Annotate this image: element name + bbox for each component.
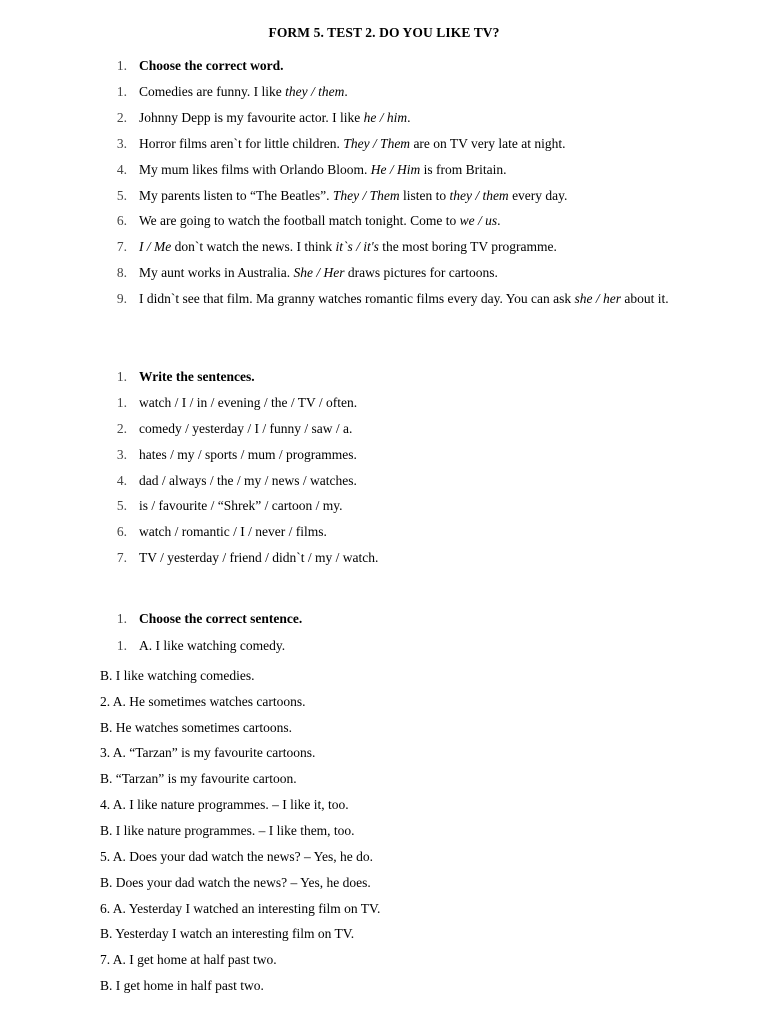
option-text: 6. A. Yesterday I watched an interesting film on TV. [100,901,381,916]
option-text: 7. A. I get home at half past two. [100,952,277,967]
answer-choice: I / Me [139,239,172,254]
item-text: I didn`t see that film. Ma granny watches romantic films every day. You can ask she / her about it. [139,291,669,306]
answer-choice: She / Her [293,265,345,280]
option-text: B. I like watching comedies. [100,668,255,683]
item-number: 6. [116,213,127,228]
item-text: Comedies are funny. I like they / them. [139,84,348,99]
item-number: 1. [116,84,127,99]
option-text: 3. A. “Tarzan” is my favourite cartoons. [100,745,316,760]
item-text: comedy / yesterday / I / funny / saw / a. [139,421,353,436]
item-text: My mum likes films with Orlando Bloom. He / Him is from Britain. [139,162,507,177]
item-number: 2. [116,110,127,125]
page-title: FORM 5. TEST 2. DO YOU LIKE TV? [268,25,500,40]
item-number: 1. [116,638,127,653]
item-text: I / Me don`t watch the news. I think it`s / it's the most boring TV programme. [139,239,557,254]
answer-choice: They / Them [332,188,400,203]
item-text: hates / my / sports / mum / programmes. [139,447,357,462]
item-text: watch / I / in / evening / the / TV / often. [139,395,358,410]
option-text: 4. A. I like nature programmes. – I like it, too. [100,797,349,812]
answer-choice: it`s / it's [335,239,379,254]
option-text: B. I get home in half past two. [100,978,264,993]
item-number: 5. [116,188,127,203]
answer-choice: He / Him [370,162,421,177]
item-text: We are going to watch the football match tonight. Come to we / us. [139,213,501,228]
answer-choice: we / us [459,213,498,228]
item-number: 3. [116,136,127,151]
section-number: 1. [116,611,127,626]
answer-choice: they / them [449,188,509,203]
option-text: 5. A. Does your dad watch the news? – Yes, he do. [100,849,373,864]
item-number: 2. [116,421,127,436]
item-number: 8. [116,265,127,280]
item-text: My parents listen to “The Beatles”. They / Them listen to they / them every day. [139,188,568,203]
section-number: 1. [116,369,127,384]
option-text: 2. A. He sometimes watches cartoons. [100,694,306,709]
answer-choice: They / Them [343,136,411,151]
item-text: A. I like watching comedy. [139,638,286,653]
item-text: Johnny Depp is my favourite actor. I like he / him. [139,110,411,125]
answer-choice: they / them [285,84,345,99]
item-number: 1. [116,395,127,410]
item-text: is / favourite / “Shrek” / cartoon / my. [139,498,343,513]
item-number: 5. [116,498,127,513]
section-heading: Choose the correct sentence. [139,611,303,626]
option-text: B. “Tarzan” is my favourite cartoon. [100,771,297,786]
item-text: Horror films aren`t for little children. They / Them are on TV very late at night. [139,136,566,151]
option-text: B. Yesterday I watch an interesting film on TV. [100,926,355,941]
answer-choice: he / him [363,110,408,125]
item-text: My aunt works in Australia. She / Her draws pictures for cartoons. [139,265,498,280]
item-number: 6. [116,524,127,539]
answer-choice: she / her [574,291,622,306]
item-number: 3. [116,447,127,462]
option-text: B. I like nature programmes. – I like them, too. [100,823,355,838]
item-number: 7. [116,550,127,565]
item-number: 4. [116,162,127,177]
section-heading: Write the sentences. [139,369,255,384]
item-text: watch / romantic / I / never / films. [139,524,327,539]
item-number: 7. [116,239,127,254]
item-text: TV / yesterday / friend / didn`t / my / watch. [139,550,379,565]
option-text: B. He watches sometimes cartoons. [100,720,292,735]
item-number: 9. [116,291,127,306]
section-heading: Choose the correct word. [139,58,284,73]
item-number: 4. [116,473,127,488]
section-number: 1. [116,58,127,73]
option-text: B. Does your dad watch the news? – Yes, he does. [100,875,371,890]
item-text: dad / always / the / my / news / watches. [139,473,357,488]
